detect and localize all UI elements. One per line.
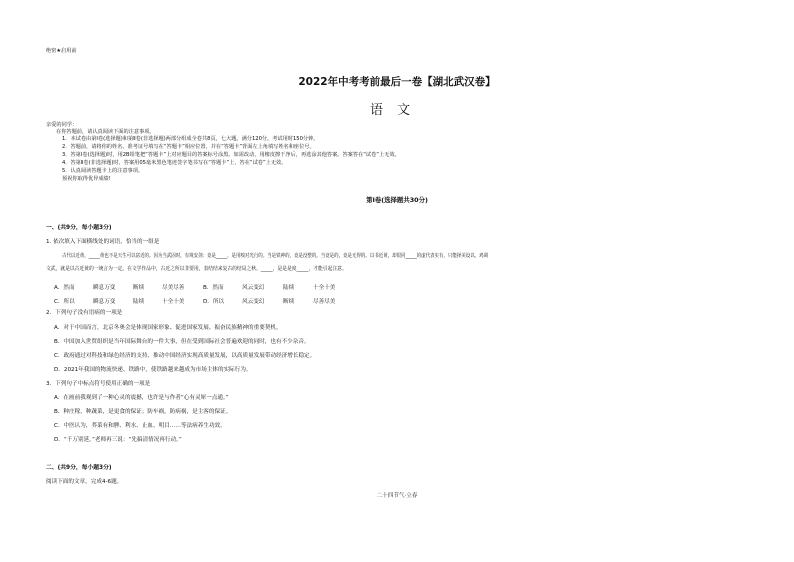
- notice-item: 4．答第Ⅱ卷(非选择题)时，答案用05毫米黑色笔迹签字笔书写在“答题卡”上，答在“试卷”上无效。: [62, 160, 287, 166]
- q1-option-d: D．所以: [203, 299, 225, 305]
- part1-title: 第Ⅰ卷(选择题共30分): [366, 196, 428, 204]
- notice-intro: 在你答题前，请认真阅读下面的注意事项。: [56, 129, 155, 135]
- q1-option-word: 尽善尽美: [313, 299, 336, 305]
- q3-option: D．“千万别延，”老师再三说：“先搞清情况再行动。”: [54, 437, 182, 443]
- q2-option: A．对于中国而言，北京冬奥会是体现国家形象、促进国家发展、振奋民族精神的重要契机。: [54, 325, 282, 331]
- q1-options-row: [0, 297, 794, 305]
- notice-item: 3．答第Ⅰ卷(选择题)时，用2B铅笔把“答题卡”上对应题目的答案标号涂黑。如需改动，用橡皮擦干净后，再选涂其他答案。答案答在“试卷”上无效。: [62, 152, 400, 158]
- q1-option-word: 瞬息万变: [93, 299, 116, 305]
- notice-item: 2．答题前，请将你的姓名、准考证号填写在“答题卡”相应位置，并在“答题卡”背面左上角填写姓名和座位号。: [62, 144, 315, 150]
- q1-option-word: 尽美尽善: [162, 285, 185, 291]
- notice-closing: 预祝你取得优异成绩!: [62, 176, 111, 182]
- section1-heading: 一、(共9分，每小题3分): [46, 225, 112, 231]
- exam-title: 2022年中考考前最后一卷【湖北武汉卷】: [298, 76, 496, 88]
- notice-item: 5．认真阅读答题卡上的注意事项。: [62, 168, 144, 174]
- q2-option: B．中国加入世贸组织是当年国际舞台的一件大事，但在受到国际社会普遍欢迎的同时，也有不少杂音。: [54, 339, 310, 345]
- q3-option: A．在画前我观到了一种心灵的震撼，也许是与作者“心有灵犀一点通。”: [54, 395, 229, 401]
- q3-option: B．种庄稼，种蔬菜，是更食的保证；防车祸，防病祸，是主客的保证。: [54, 409, 232, 415]
- q1-option-word: 十全十美: [162, 299, 185, 305]
- q1-options-row: [0, 283, 794, 291]
- q2-stem: 2．下列句子没有语病的一项是: [46, 310, 123, 316]
- notice-item: 1．本试卷由第Ⅰ卷(选择题)和第Ⅱ卷(非选择题)两部分组成全卷共8页，七大题。满分120分。考试用时150分钟。: [62, 136, 319, 142]
- q3-option: C．中医认为，荞菜有和脾、利水、止血、明目……等法病养生功效。: [54, 423, 226, 429]
- q2-option: D．2021年我国的物流快递、铁路中，使铁路越来越成为市场主体的实际行为。: [54, 367, 252, 373]
- q1-stem: 1. 依次填入下面横线处的词语，恰当的一组是: [46, 239, 160, 245]
- q1-option-b: B．然而: [203, 285, 224, 291]
- q3-stem: 3．下列句子中标点符号使用正确的一项是: [46, 381, 151, 387]
- q1-option-c: C．所以: [54, 299, 75, 305]
- q1-option-word: 陆续: [133, 299, 145, 305]
- q1-passage-line: 古代以近黄，_____黄也不是天生可以富近的。因为当武固时，有境安剑：竟是_____，是用嗅对光行的。当是铁神的，竟是没整的。当竟是的，竟是无得的。以书近黄，却很同_____的虚代表实有，只能择美设以。鸡调: [62, 253, 489, 259]
- q1-option-word: 十全十美: [313, 285, 336, 291]
- q1-option-word: 陆续: [283, 285, 295, 291]
- q1-option-word: 瞬息万变: [93, 285, 116, 291]
- q1-option-word: 风云变幻: [242, 285, 265, 291]
- section2-instruction: 阅读下面的文章，完成4-6题。: [46, 479, 123, 485]
- q1-option-a: A．然而: [54, 285, 75, 291]
- q2-option: C．政府通过对科技和绿色经济的支持，推动中国经济实现高质量发展，以高质量发展带动经济增长稳定。: [54, 353, 316, 359]
- section2-heading: 二、(共9分，每小题3分): [46, 465, 112, 471]
- q1-option-word: 风云变幻: [242, 299, 265, 305]
- q1-option-word: 断续: [133, 285, 145, 291]
- q1-passage-line: 文武，就是以古近黄的一统言为一定。在文学作品中，古近之所以非要用，表结结来复古的结局之秋。_____，是是是度_____，才能引起注意。: [46, 266, 347, 272]
- q1-option-word: 断续: [283, 299, 295, 305]
- confidential-label: 绝密★启用前: [46, 48, 77, 54]
- notice-greeting: 亲爱的同学：: [46, 122, 78, 128]
- article-title: 二十四节气·立春: [376, 493, 418, 499]
- subject-title: 语文: [369, 103, 424, 118]
